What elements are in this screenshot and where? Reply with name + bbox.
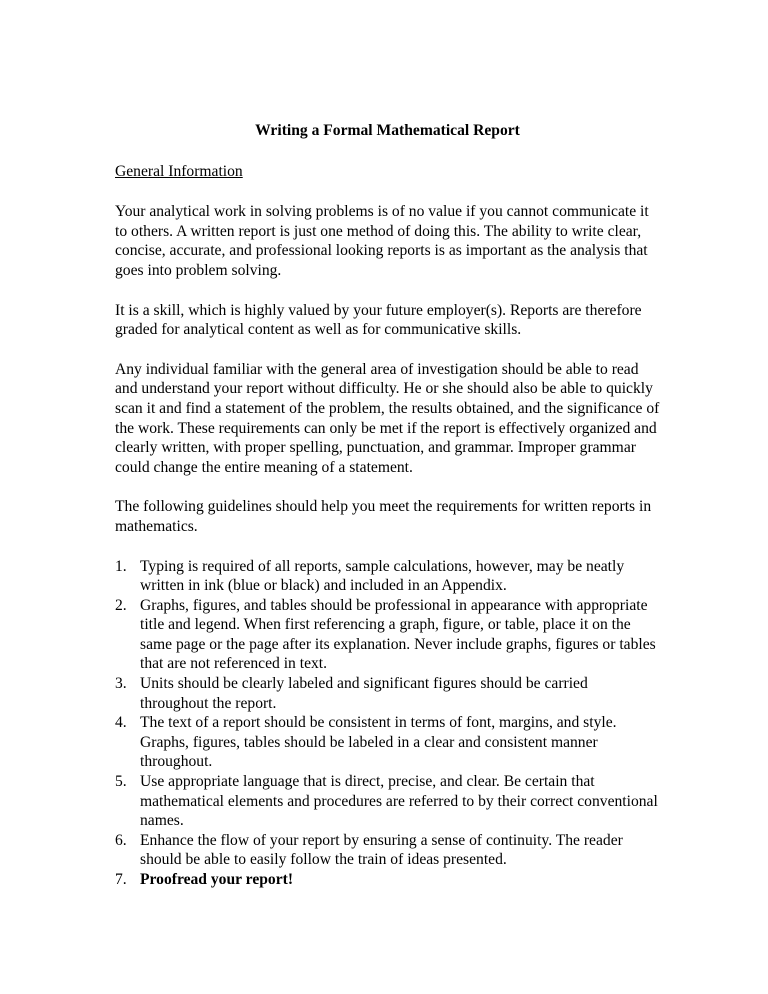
list-item-text-proofread: Proofread your report! xyxy=(140,871,294,888)
list-item-number: 4. xyxy=(115,714,127,732)
list-item-text: Typing is required of all reports, sample calculations, however, may be neatly written in ink (blue or black) and included in an Appendix. xyxy=(140,557,625,595)
paragraph-guidelines-intro: The following guidelines should help you meet the requirements for written reports in mathematics. xyxy=(115,498,652,535)
list-item xyxy=(115,713,660,772)
list-item-text: Enhance the flow of your report by ensuring a sense of continuity. The reader should be able to easily follow the train of ideas presented. xyxy=(140,831,623,869)
list-item xyxy=(115,831,660,870)
list-item xyxy=(115,870,660,890)
list-item-number: 6. xyxy=(115,831,127,849)
paragraph-skill: It is a skill, which is highly valued by your future employer(s). Reports are therefore graded for analytical content as well as for communicative skills. xyxy=(115,301,642,339)
list-item-number: 1. xyxy=(115,557,127,575)
section-heading-general-information: General Information xyxy=(115,162,243,180)
list-item-number: 5. xyxy=(115,773,127,791)
list-item xyxy=(115,596,660,674)
paragraph-communication: Your analytical work in solving problems is of no value if you cannot communicate it to others. A written report is just one method of doing this. The ability to write clear, concise, accurate, and professional looking reports is as important as the analysis that goes into problem solving. xyxy=(115,203,649,279)
list-item-number: 2. xyxy=(115,596,127,614)
list-item-text: Units should be clearly labeled and significant figures should be carried throughout the report. xyxy=(140,675,588,712)
list-item-number: 3. xyxy=(115,675,127,693)
list-item-text: Graphs, figures, and tables should be professional in appearance with appropriate title and legend. When first referencing a graph, figure, or table, place it on the same page or the page after its explanation. Never include graphs, figures or tables that are not referenced in text. xyxy=(140,596,656,673)
document-title: Writing a Formal Mathematical Report xyxy=(255,122,520,139)
list-item xyxy=(115,557,660,596)
document-content xyxy=(115,121,660,890)
guidelines-list xyxy=(115,557,660,890)
list-item-number: 7. xyxy=(115,871,127,888)
list-item-text: The text of a report should be consistent in terms of font, margins, and style. Graphs, figures, tables should be labeled in a clear and consistent manner throughout. xyxy=(140,714,617,771)
list-item-text: Use appropriate language that is direct, precise, and clear. Be certain that mathematical elements and procedures are referred to by their correct conventional names. xyxy=(140,773,658,830)
list-item xyxy=(115,772,660,831)
list-item xyxy=(115,674,660,713)
paragraph-requirements: Any individual familiar with the general area of investigation should be able to read and understand your report without difficulty. He or she should also be able to quickly scan it and find a statement of the problem, the results obtained, and the significance of the work. These requirements can only be met if the report is effectively organized and clearly written, with proper spelling, punctuation, and grammar. Improper grammar could change the entire meaning of a statement. xyxy=(115,360,660,476)
